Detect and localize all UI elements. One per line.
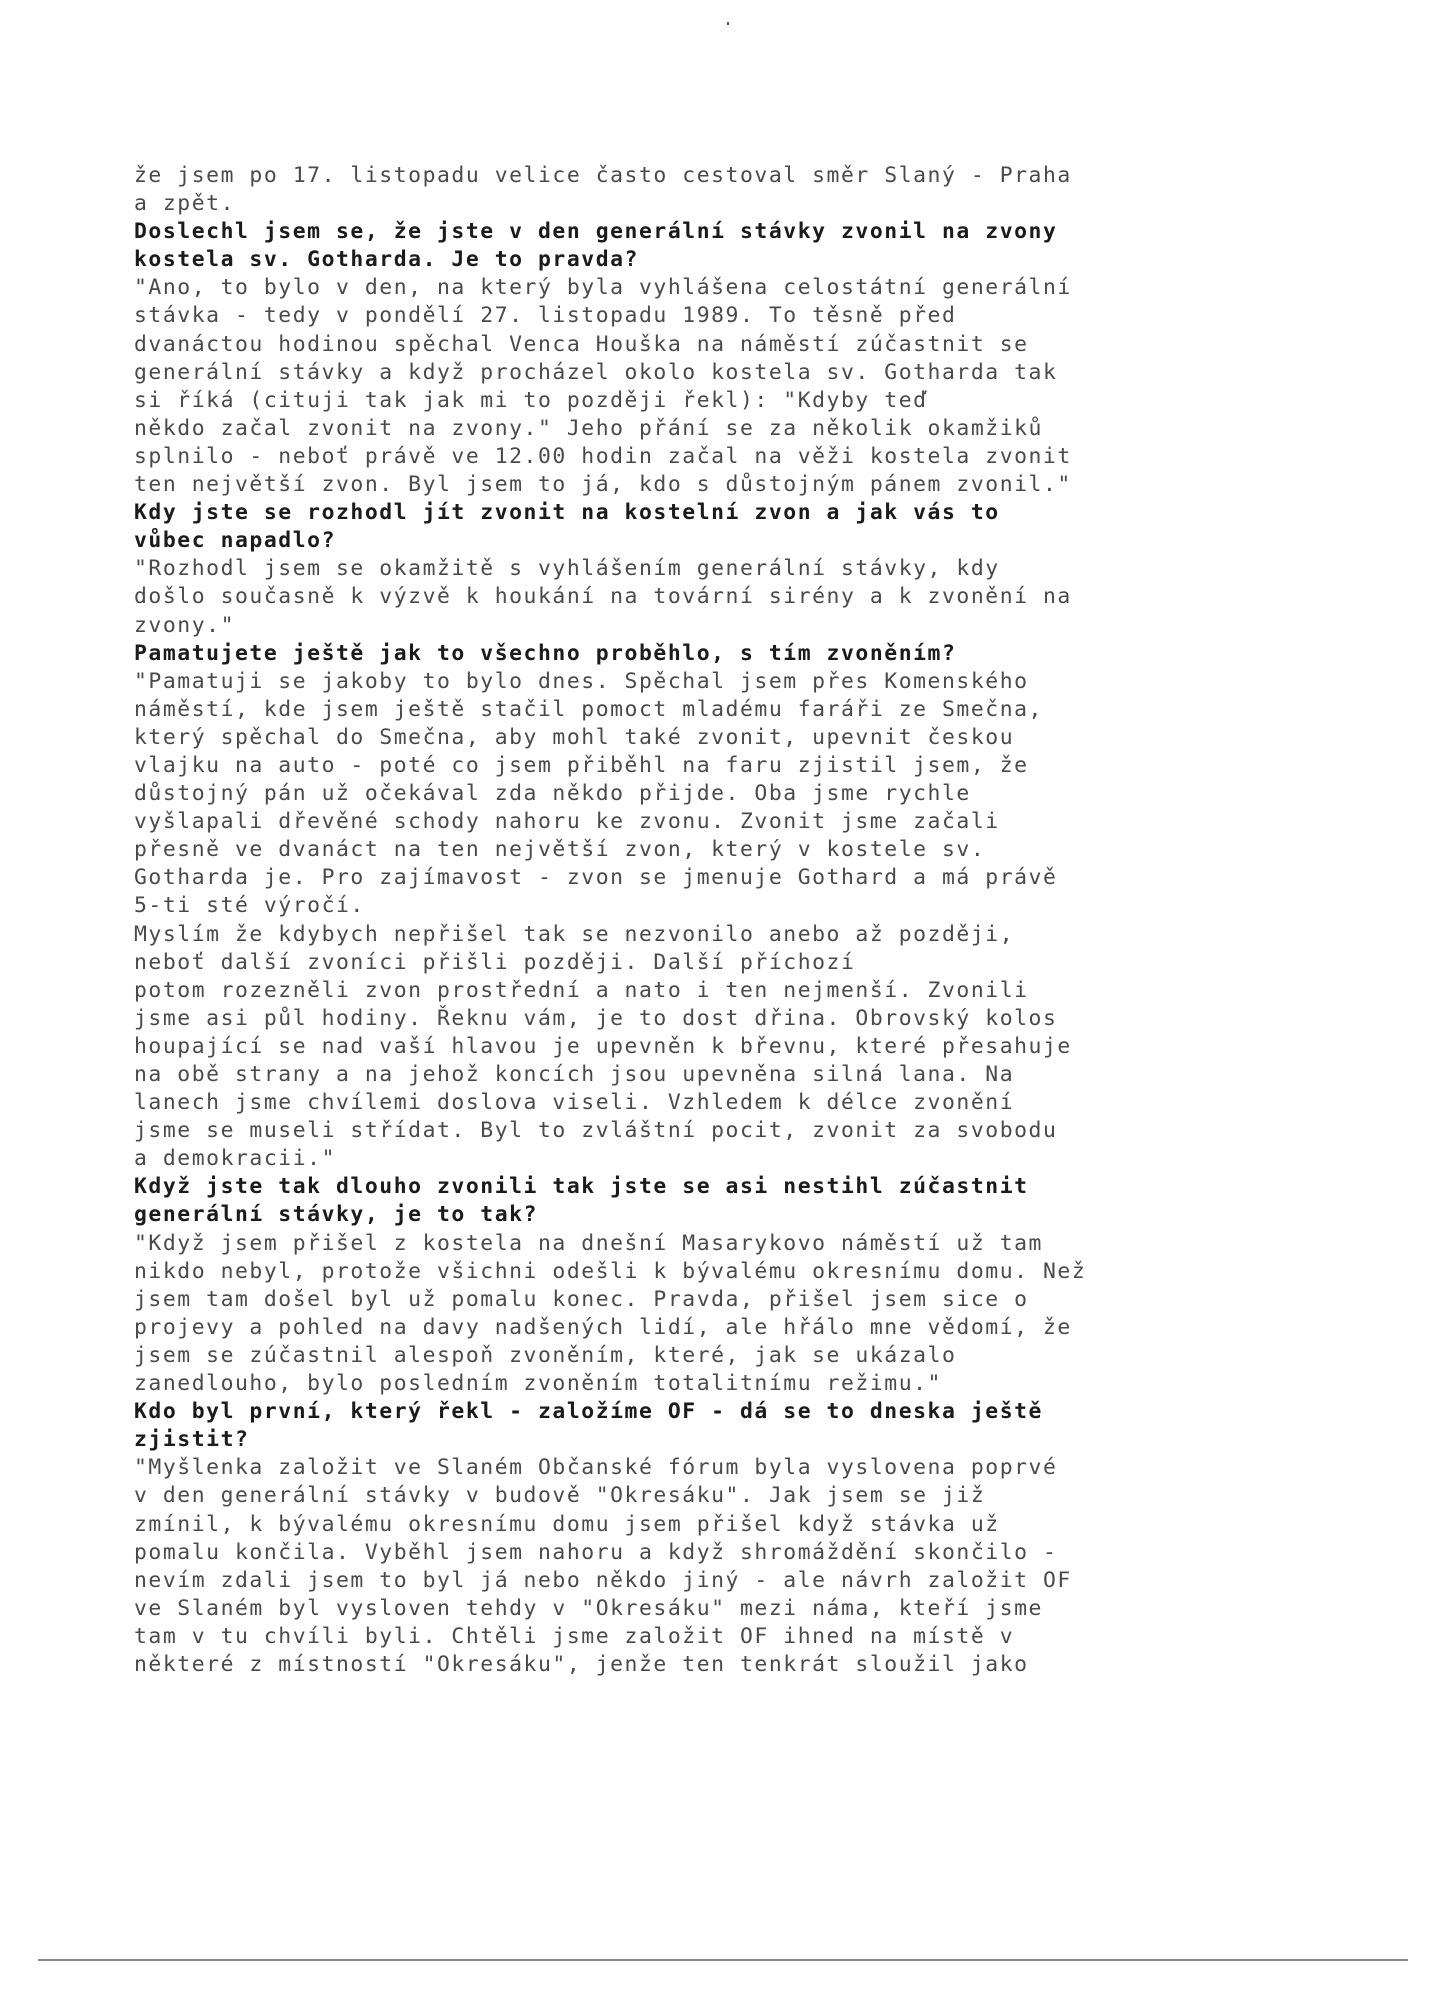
answer-line: jsme asi půl hodiny. Řeknu vám, je to dost dřina. Obrovský kolos xyxy=(134,1005,1058,1031)
interview-text xyxy=(134,162,1264,1679)
question-line: zjistit? xyxy=(134,1427,250,1453)
answer-line: vyšlapali dřevěné schody nahoru ke zvonu. Zvonit jsme začali xyxy=(134,809,1000,835)
answer-line: "Rozhodl jsem se okamžitě s vyhlášením generální stávky, kdy xyxy=(134,556,1000,582)
question-line: Kdy jste se rozhodl jít zvonit na kostelní zvon a jak vás to xyxy=(134,500,1000,526)
answer-line: pomalu končila. Vyběhl jsem nahoru a když shromáždění skončilo - xyxy=(134,1539,1058,1565)
answer-line: nevím zdali jsem to byl já nebo někdo jiný - ale návrh založit OF xyxy=(134,1567,1072,1593)
answer-line: že jsem po 17. listopadu velice často cestoval směr Slaný - Praha xyxy=(134,163,1072,188)
answer-line: jsem se zúčastnil alespoň zvoněním, které, jak se ukázalo xyxy=(134,1342,957,1368)
answer-line: zvony." xyxy=(134,612,235,638)
answer-line: dvanáctou hodinou spěchal Venca Houška na náměstí zúčastnit se xyxy=(134,331,1029,357)
answer-line: ten největší zvon. Byl jsem to já, kdo s důstojným pánem zvonil." xyxy=(134,472,1072,498)
answer-line: neboť další zvoníci přišli později. Další příchozí xyxy=(134,949,856,975)
answer-line: a demokracii." xyxy=(134,1146,336,1172)
question-line: Doslechl jsem se, že jste v den generální stávky zvonil na zvony xyxy=(134,219,1058,245)
answer-line: který spěchal do Smečna, aby mohl také zvonit, upevnit českou xyxy=(134,724,1015,750)
answer-line: vlajku na auto - poté co jsem přiběhl na faru zjistil jsem, že xyxy=(134,752,1029,778)
answer-line: někdo začal zvonit na zvony." Jeho přání se za několik okamžiků xyxy=(134,415,1043,441)
answer-line: Myslím že kdybych nepřišel tak se nezvonilo anebo až později, xyxy=(134,921,1015,947)
answer-line: 5-ti sté výročí. xyxy=(134,893,365,919)
answer-line: některé z místností "Okresáku", jenže ten tenkrát sloužil jako xyxy=(134,1651,1029,1677)
answer-line: v den generální stávky v budově "Okresáku". Jak jsem se již xyxy=(134,1483,986,1509)
answer-line: Gotharda je. Pro zajímavost - zvon se jmenuje Gothard a má právě xyxy=(134,865,1058,891)
answer-line: přesně ve dvanáct na ten největší zvon, který v kostele sv. xyxy=(134,837,986,863)
question-line: vůbec napadlo? xyxy=(134,528,336,554)
answer-line: došlo současně k výzvě k houkání na tovární sirény a k zvonění na xyxy=(134,584,1072,610)
question-line: Když jste tak dlouho zvonili tak jste se asi nestihl zúčastnit xyxy=(134,1174,1029,1200)
answer-line: projevy a pohled na davy nadšených lidí, ale hřálo mne vědomí, že xyxy=(134,1314,1072,1340)
answer-line: jsme se museli střídat. Byl to zvláštní pocit, zvonit za svobodu xyxy=(134,1118,1058,1144)
answer-line: generální stávky a když procházel okolo kostela sv. Gotharda tak xyxy=(134,359,1058,385)
question-line: kostela sv. Gotharda. Je to pravda? xyxy=(134,247,639,273)
answer-line: tam v tu chvíli byli. Chtěli jsme založit OF ihned na místě v xyxy=(134,1623,1015,1649)
answer-line: stávka - tedy v pondělí 27. listopadu 1989. To těsně před xyxy=(134,303,957,329)
page-bottom-edge xyxy=(38,1959,1408,1961)
answer-line: splnilo - neboť právě ve 12.00 hodin začal na věži kostela zvonit xyxy=(134,443,1072,469)
answer-line: "Myšlenka založit ve Slaném Občanské fórum byla vyslovena poprvé xyxy=(134,1455,1058,1481)
answer-line: potom rozezněli zvon prostřední a nato i ten nejmenší. Zvonili xyxy=(134,977,1029,1003)
answer-line: "Ano, to bylo v den, na který byla vyhlášena celostátní generální xyxy=(134,275,1072,301)
answer-line: zmínil, k bývalému okresnímu domu jsem přišel když stávka už xyxy=(134,1511,1000,1537)
answer-line: zanedlouho, bylo posledním zvoněním totalitnímu režimu." xyxy=(134,1371,942,1397)
answer-line: ve Slaném byl vysloven tehdy v "Okresáku" mezi náma, kteří jsme xyxy=(134,1595,1043,1621)
answer-line: a zpět. xyxy=(134,191,235,217)
question-line: Kdo byl první, který řekl - založíme OF - dá se to dneska ještě xyxy=(134,1399,1043,1425)
answer-line: houpající se nad vaší hlavou je upevněn k břevnu, které přesahuje xyxy=(134,1033,1072,1059)
answer-line: lanech jsme chvílemi doslova viseli. Vzhledem k délce zvonění xyxy=(134,1090,1015,1116)
answer-line: na obě strany a na jehož koncích jsou upevněna silná lana. Na xyxy=(134,1062,1015,1087)
answer-line: "Když jsem přišel z kostela na dnešní Masarykovo náměstí už tam xyxy=(134,1230,1043,1256)
question-line: Pamatujete ještě jak to všechno proběhlo, s tím zvoněním? xyxy=(134,640,957,666)
answer-line: nikdo nebyl, protože všichni odešli k bývalému okresnímu domu. Než xyxy=(134,1258,1087,1284)
answer-line: náměstí, kde jsem ještě stačil pomoct mladému faráři ze Smečna, xyxy=(134,696,1043,722)
answer-line: "Pamatuji se jakoby to bylo dnes. Spěchal jsem přes Komenského xyxy=(134,668,1029,694)
answer-line: jsem tam došel byl už pomalu konec. Pravda, přišel jsem sice o xyxy=(134,1286,1029,1312)
scan-speck xyxy=(727,22,729,25)
answer-line: důstojný pán už očekával zda někdo přijde. Oba jsme rychle xyxy=(134,781,971,807)
question-line: generální stávky, je to tak? xyxy=(134,1202,538,1228)
answer-line: si říká (cituji tak jak mi to později řekl): "Kdyby teď xyxy=(134,387,928,413)
